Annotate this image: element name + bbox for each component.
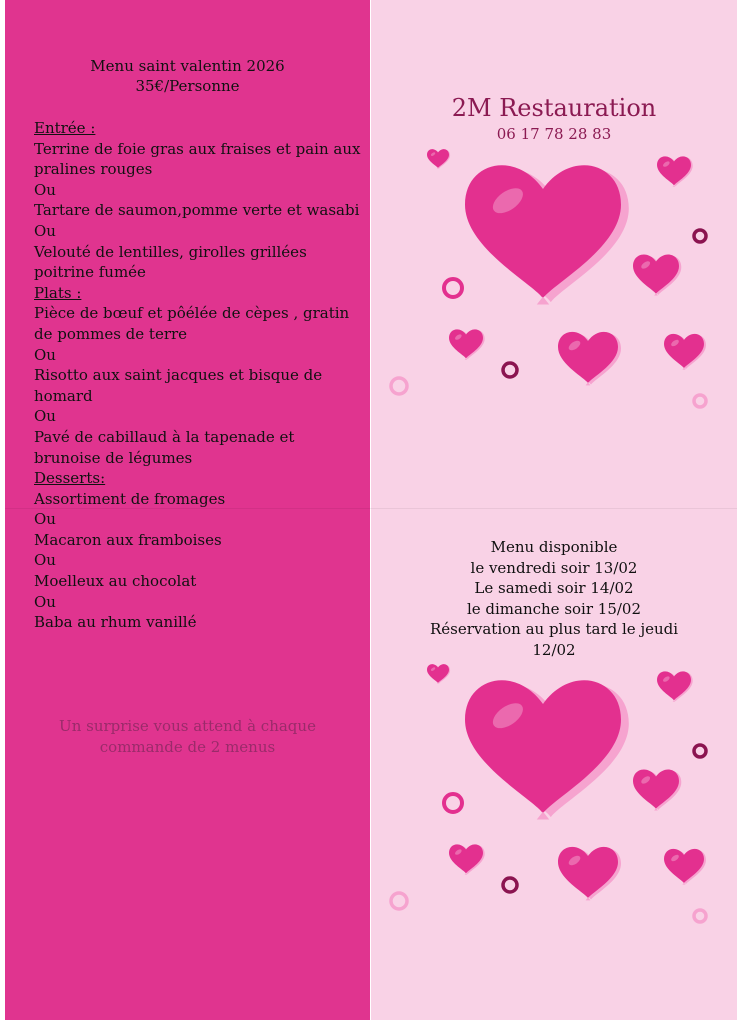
menu-or-separator: Ou [34, 221, 56, 240]
menu-item: Baba au rhum vanillé [34, 613, 197, 632]
surprise-line-1: Un surprise vous attend à chaque [59, 717, 316, 735]
menu-item: Terrine de foie gras aux fraises et pain aux pralines rouges [34, 139, 361, 179]
menu-item: Pièce de bœuf et pôélée de cèpes , gratin de pommes de terre [34, 304, 350, 343]
ring-decoration [694, 745, 706, 757]
menu-panel [5, 0, 370, 1020]
restaurant-name: 2M Restauration [451, 94, 657, 122]
availability-line: Menu disponible [490, 538, 618, 556]
menu-title: Menu saint valentin 2026 [90, 57, 285, 75]
menu-or-separator: Ou [34, 551, 56, 570]
surprise-line-2: commande de 2 menus [99, 737, 276, 756]
menu-item: Moelleux au chocolat [34, 572, 197, 591]
menu-or-separator: Ou [34, 180, 56, 199]
menu-item: Velouté de lentilles, girolles grillées poitrine fumée [34, 242, 307, 282]
availability-line: Le samedi soir 14/02 [474, 579, 634, 597]
menu-header [5, 56, 370, 96]
menu-price: 35€/Personne [135, 77, 240, 95]
menu-item: Risotto aux saint jacques et bisque de homard [34, 366, 323, 405]
menu-or-separator: Ou [34, 510, 56, 529]
hearts-illustration-top [371, 140, 737, 420]
availability-line: Réservation au plus tard le jeudi [429, 620, 679, 638]
availability-line: 12/02 [532, 640, 576, 659]
menu-item: Pavé de cabillaud à la tapenade et brunoise de légumes [34, 427, 295, 467]
phone-number: 06 17 78 28 83 [496, 125, 612, 143]
ring-decoration [444, 279, 462, 297]
menu-item: Assortiment de fromages [34, 489, 226, 508]
ring-decoration [391, 893, 407, 909]
menu-section-heading: Desserts: [34, 469, 106, 488]
availability-line: le vendredi soir 13/02 [470, 558, 638, 577]
ring-decoration [503, 363, 517, 377]
ring-decoration [694, 230, 706, 242]
availability-line: le dimanche soir 15/02 [466, 599, 642, 618]
menu-or-separator: Ou [34, 592, 56, 611]
menu-section-heading: Plats : [34, 283, 82, 302]
ring-decoration [694, 395, 706, 407]
availability-info [371, 537, 737, 660]
menu-item: Macaron aux framboises [34, 530, 222, 549]
ring-decoration [694, 910, 706, 922]
surprise-note [5, 716, 370, 757]
ring-decoration [444, 794, 462, 812]
ring-decoration [391, 378, 407, 394]
fold-line [5, 508, 737, 509]
info-panel [371, 0, 737, 1020]
hearts-illustration-bottom [371, 655, 737, 935]
menu-or-separator: Ou [34, 345, 56, 364]
ring-decoration [503, 878, 517, 892]
menu-section-heading: Entrée : [34, 119, 96, 137]
menu-list [34, 118, 364, 633]
menu-or-separator: Ou [34, 407, 56, 426]
menu-item: Tartare de saumon,pomme verte et wasabi [34, 201, 360, 220]
